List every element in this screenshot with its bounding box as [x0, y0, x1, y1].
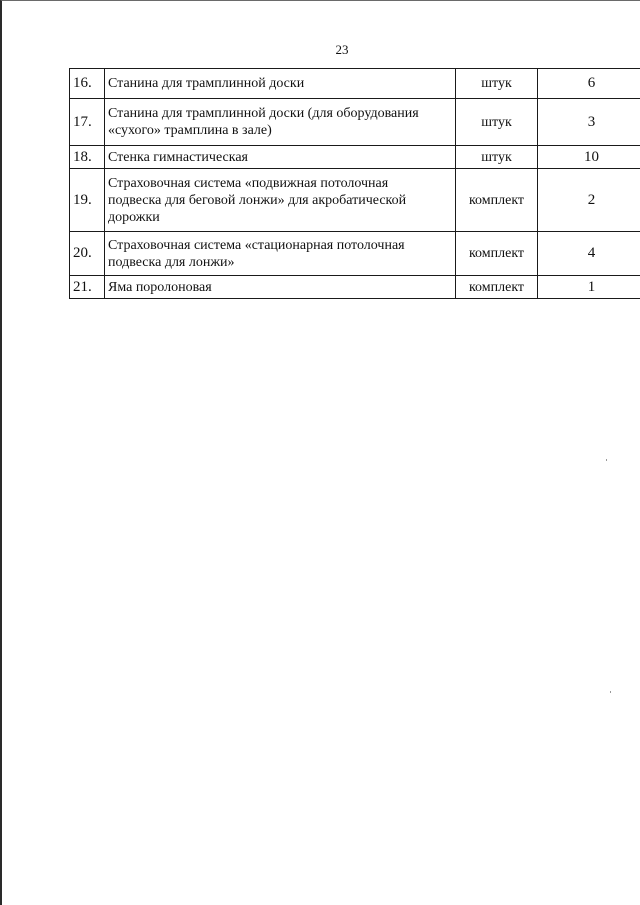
item-quantity: 2	[538, 169, 640, 232]
item-unit: комплект	[456, 169, 538, 232]
item-name: Страховочная система «подвижная потолочная подвеска для беговой лонжи» для акробатической дорожки	[105, 169, 456, 232]
item-unit: комплект	[456, 276, 538, 299]
item-quantity: 6	[538, 69, 640, 99]
row-number: 19.	[70, 169, 105, 232]
table-row	[70, 232, 640, 276]
table-row	[70, 169, 640, 232]
item-unit: комплект	[456, 232, 538, 276]
row-number: 20.	[70, 232, 105, 276]
table-row	[70, 146, 640, 169]
item-name: Станина для трамплинной доски (для оборудования «сухого» трамплина в зале)	[105, 99, 456, 146]
row-number: 17.	[70, 99, 105, 146]
item-name: Страховочная система «стационарная потолочная подвеска для лонжи»	[105, 232, 456, 276]
page-number: 23	[335, 42, 349, 57]
item-quantity: 10	[538, 146, 640, 169]
scan-speck	[610, 691, 611, 693]
scan-speck	[606, 459, 607, 461]
item-unit: штук	[456, 99, 538, 146]
row-number: 16.	[70, 69, 105, 99]
item-name: Стенка гимнастическая	[105, 146, 456, 169]
table-row	[70, 276, 640, 299]
table-row	[70, 69, 640, 99]
item-quantity: 3	[538, 99, 640, 146]
item-quantity: 4	[538, 232, 640, 276]
table-row	[70, 99, 640, 146]
item-quantity: 1	[538, 276, 640, 299]
item-name: Станина для трамплинной доски	[105, 69, 456, 99]
item-name: Яма поролоновая	[105, 276, 456, 299]
equipment-table	[69, 68, 640, 299]
item-unit: штук	[456, 69, 538, 99]
item-unit: штук	[456, 146, 538, 169]
row-number: 21.	[70, 276, 105, 299]
row-number: 18.	[70, 146, 105, 169]
